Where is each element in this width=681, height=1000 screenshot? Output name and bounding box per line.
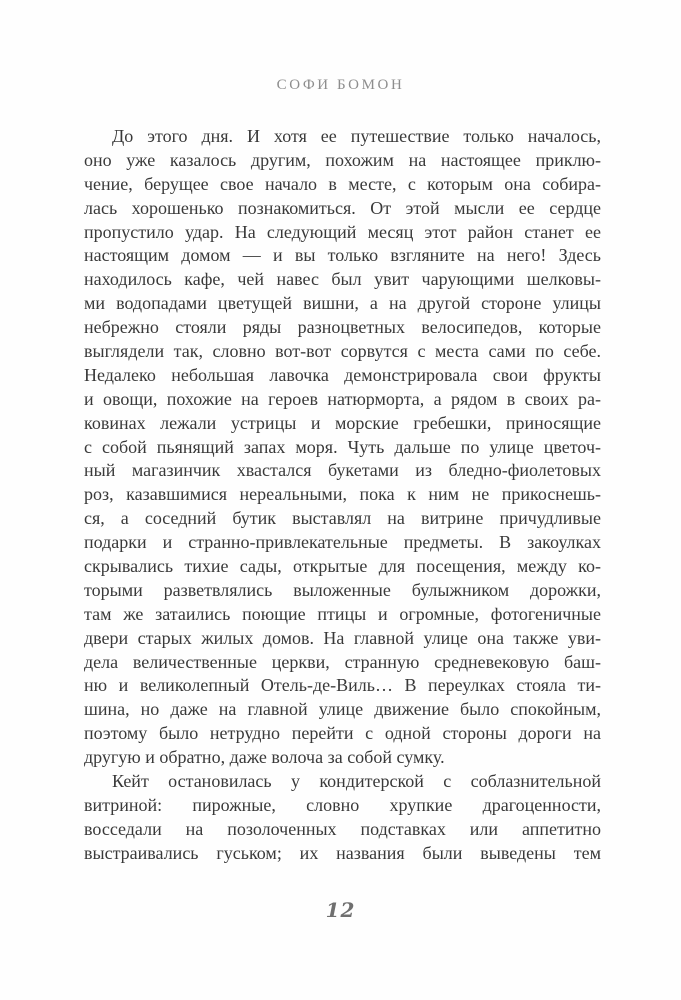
text-line: витриной: пирожные, словно хрупкие драгоценности,	[84, 794, 601, 815]
text-line: с собой пьянящий запах моря. Чуть дальше по улице цветоч-	[84, 436, 601, 457]
text-line: настоящим домом — и вы только взгляните на него! Здесь	[84, 245, 601, 266]
text-line: находилось кафе, чей навес был увит чарующими шелковы-	[84, 269, 601, 290]
page-number: 12	[325, 898, 356, 922]
text-line: чение, берущее свое начало в месте, с которым она собира-	[84, 173, 601, 194]
text-line: выглядели так, словно вот-вот сорвутся с места сами по себе.	[84, 341, 601, 362]
text-line: До этого дня. И хотя ее путешествие только началось,	[112, 126, 601, 146]
text-line: пропустило удар. На следующий месяц этот район станет ее	[84, 221, 601, 242]
text-line: ный магазинчик хвастался букетами из бледно-фиолетовых	[84, 460, 601, 481]
text-line: и овощи, похожие на героев натюрморта, а рядом в своих ра-	[84, 388, 601, 409]
text-line: лась хорошенько познакомиться. От этой мысли ее сердце	[84, 197, 601, 218]
text-line: Недалеко небольшая лавочка демонстрировала свои фрукты	[84, 364, 601, 385]
text-line: торыми разветвлялись выложенные булыжником дорожки,	[84, 579, 601, 600]
text-line: скрывались тихие сады, открытые для посещения, между ко-	[84, 556, 601, 577]
text-line: ковинах лежали устрицы и морские гребешки, приносящие	[84, 412, 601, 433]
text-line: подарки и странно-привлекательные предметы. В закоулках	[84, 532, 601, 553]
text-line-paragraph-end: другую и обратно, даже волоча за собой сумку.	[84, 747, 445, 768]
text-line: ню и великолепный Отель-де-Виль… В переулках стояла ти-	[84, 675, 601, 696]
running-header-author: СОФИ БОМОН	[276, 77, 405, 93]
text-line: выстраивались гуськом; их названия были выведены тем	[84, 842, 601, 863]
body-text	[84, 125, 601, 866]
text-line: ся, а соседний бутик выставлял на витрине причудливые	[84, 508, 601, 529]
text-line: оно уже казалось другим, похожим на настоящее приклю-	[84, 149, 601, 170]
text-line: там же затаились поющие птицы и огромные, фотогеничные	[84, 603, 601, 624]
text-line: поэтому было нетрудно перейти с одной стороны дороги на	[84, 723, 601, 744]
text-line-paragraph-start: Кейт остановилась у кондитерской с соблазнительной	[112, 771, 601, 792]
text-line: роз, казавшимися нереальными, пока к ним не прикоснешь-	[84, 484, 601, 505]
text-line: небрежно стояли ряды разноцветных велосипедов, которые	[84, 317, 601, 338]
text-line: шина, но даже на главной улице движение было спокойным,	[84, 699, 601, 720]
text-line: ми водопадами цветущей вишни, а на другой стороне улицы	[84, 293, 601, 314]
text-line: восседали на позолоченных подставках или аппетитно	[84, 818, 601, 839]
text-line: дела величественные церкви, странную средневековую баш-	[84, 651, 601, 672]
text-line: двери старых жилых домов. На главной улице она также уви-	[84, 627, 601, 648]
